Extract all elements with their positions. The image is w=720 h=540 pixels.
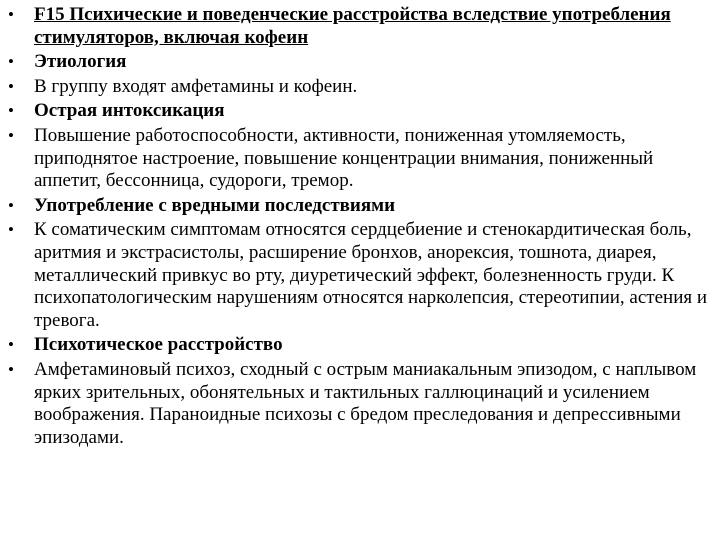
list-item [8,125,708,193]
list-item [8,76,708,99]
bullet-icon: • [8,220,14,240]
etiology-text: В группу входят амфетамины и кофеин. [34,75,358,97]
list-item [8,359,708,449]
bullet-icon: • [8,101,14,121]
harmful-use-text: К соматическим симптомам относятся сердцебиение и стенокардитическая боль, аритмия и экстрасистолы, расширение бронхов, анорексия, тошнота, диарея, металлический привкус во рту, диуретический эффект, болезненность груди. К психопатологическим нарушениям относятся нарколепсия, стереотипии, астения и тревога. [34,219,708,331]
bullet-icon: • [8,52,14,72]
list-item [8,219,708,332]
bullet-icon: • [8,76,14,96]
bullet-icon: • [8,195,14,215]
list-item [8,334,708,357]
list-item [8,100,708,123]
list-item [8,195,708,218]
psychotic-disorder-text: Амфетаминовый психоз, сходный с острым маниакальным эпизодом, с наплывом ярких зрительных, обонятельных и тактильных галлюцинаций и усилением воображения. Параноидные психозы с бредом преследования и депрессивными эпизодами. [34,358,697,448]
slide-title: F15 Психические и поведенческие расстройства вследствие употребления стимуляторов, включая кофеин [34,4,671,48]
bullet-icon: • [8,5,14,24]
section-heading-acute-intoxication: Острая интоксикация [34,100,225,122]
list-item [8,51,708,74]
section-heading-harmful-use: Употребление с вредными последствиями [34,194,396,216]
bullet-icon: • [8,335,14,355]
section-heading-psychotic-disorder: Психотическое расстройство [34,334,283,356]
section-heading-etiology: Этиология [34,51,127,73]
acute-intoxication-text: Повышение работоспособности, активности, пониженная утомляемость, приподнятое настроение, повышение концентрации внимания, пониженный аппетит, бессонница, судороги, тремор. [34,124,654,192]
bullet-icon: • [8,125,14,145]
list-item-title [8,4,708,49]
bullet-list [8,4,708,451]
bullet-icon: • [8,359,14,379]
